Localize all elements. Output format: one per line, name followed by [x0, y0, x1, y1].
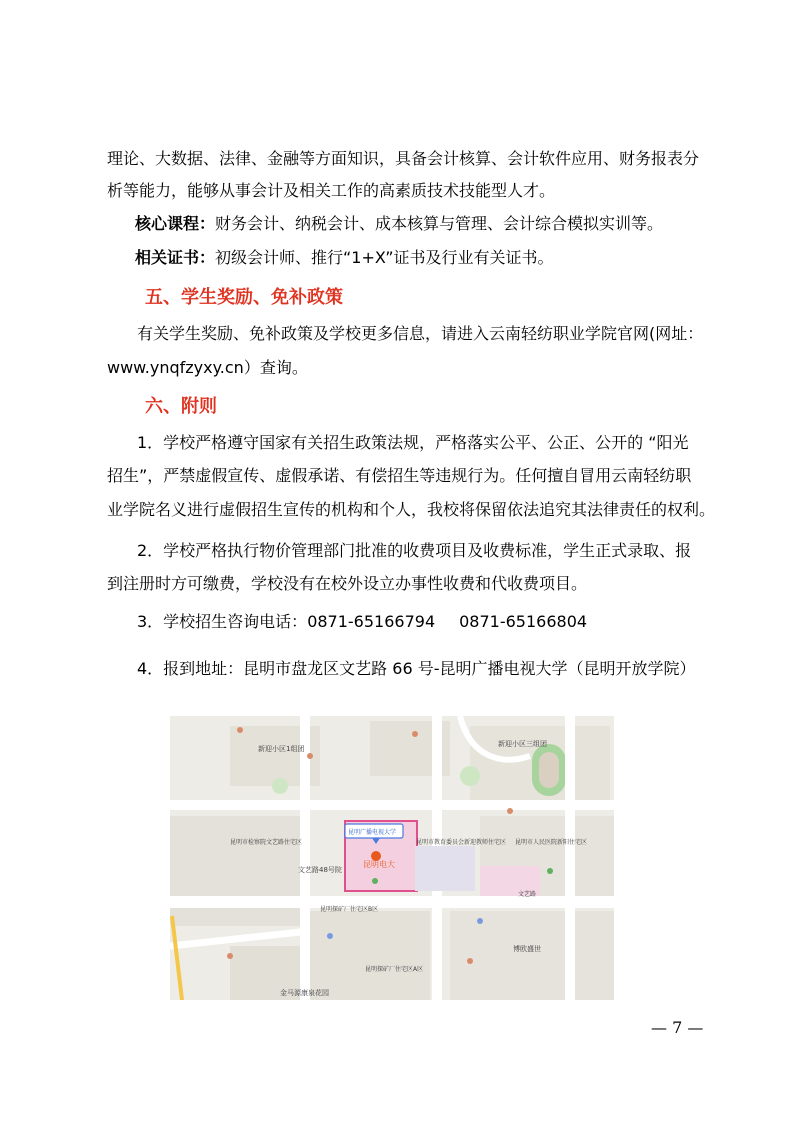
map-label-education: 昆明市教育委员会新迎教师住宅区	[416, 839, 507, 846]
location-map	[170, 716, 614, 1000]
item-1-line-1: 1．学校严格遵守国家有关招生政策法规，严格落实公平、公正、公开的 “阳光	[137, 433, 689, 452]
map-label-north-community: 新迎小区1组团	[258, 745, 305, 753]
intro-line-2: 析等能力，能够从事会计及相关工作的高素质技术技能型人才。	[107, 181, 556, 200]
item-2-line-2: 到注册时方可缴费，学校没有在校外设立办事性收费和代收费项目。	[107, 574, 588, 593]
item-1-line-3: 业学院名义进行虚假招生宣传的机构和个人，我校将保留依法追究其法律责任的权利。	[107, 500, 716, 519]
certificates-label: 相关证书：	[135, 248, 216, 267]
core-courses-label: 核心课程：	[135, 214, 216, 233]
page-number: — 7 —	[651, 1018, 704, 1037]
map-label-mine-b: 昆明探矿厂住宅区B区	[320, 906, 379, 913]
map-label-procuratorate: 昆明市检察院文艺路住宅区	[230, 839, 303, 846]
map-label-mine-a: 昆明探矿厂住宅区A区	[365, 966, 424, 973]
item-3-phone	[137, 612, 737, 632]
section-5-line-2: www.ynqfzyxy.cn）查询。	[107, 358, 308, 377]
phone-2: 0871-65166804	[459, 612, 588, 631]
intro-line-1: 理论、大数据、法律、金融等方面知识，具备会计核算、会计软件应用、财务报表分	[107, 149, 700, 168]
item-1-line-2: 招生”，严禁虚假宣传、虚假承诺、有偿招生等违规行为。任何擅自冒用云南轻纺职	[107, 466, 692, 485]
phone-1: 0871-65166794	[307, 612, 436, 631]
core-courses	[135, 214, 735, 234]
section-5-heading: 五、学生奖励、免补政策	[145, 287, 343, 308]
map-label-hospital: 昆明市人民医院新阳住宅区	[515, 839, 588, 846]
map-callout-label: 昆明广播电视大学	[348, 829, 397, 836]
map-label-bodu: 博欧盛世	[513, 945, 541, 953]
phone-prefix: 3．学校招生咨询电话：	[137, 612, 308, 631]
related-certificates	[135, 248, 735, 268]
item-4-address: 4．报到地址：昆明市盘龙区文艺路 66 号-昆明广播电视大学（昆明开放学院）	[137, 659, 696, 678]
map-marker-label: 昆明电大	[363, 860, 395, 869]
map-label-wenyi-road: 文艺路	[518, 891, 537, 898]
section-6-heading: 六、附则	[145, 396, 217, 417]
section-5-line-1: 有关学生奖励、免补政策及学校更多信息，请进入云南轻纺职业学院官网(网址：	[137, 324, 704, 343]
map-label-road48: 文艺路48号院	[298, 866, 342, 874]
map-label-jinma: 金马源康泉花园	[280, 989, 329, 997]
map-label-east-community: 新迎小区三组团	[498, 740, 547, 748]
certificates-text: 初级会计师、推行“1+X”证书及行业有关证书。	[215, 248, 554, 267]
core-courses-text: 财务会计、纳税会计、成本核算与管理、会计综合模拟实训等。	[215, 214, 664, 233]
map-graphic	[170, 716, 614, 1000]
item-2-line-1: 2．学校严格执行物价管理部门批准的收费项目及收费标准，学生正式录取、报	[137, 541, 692, 560]
